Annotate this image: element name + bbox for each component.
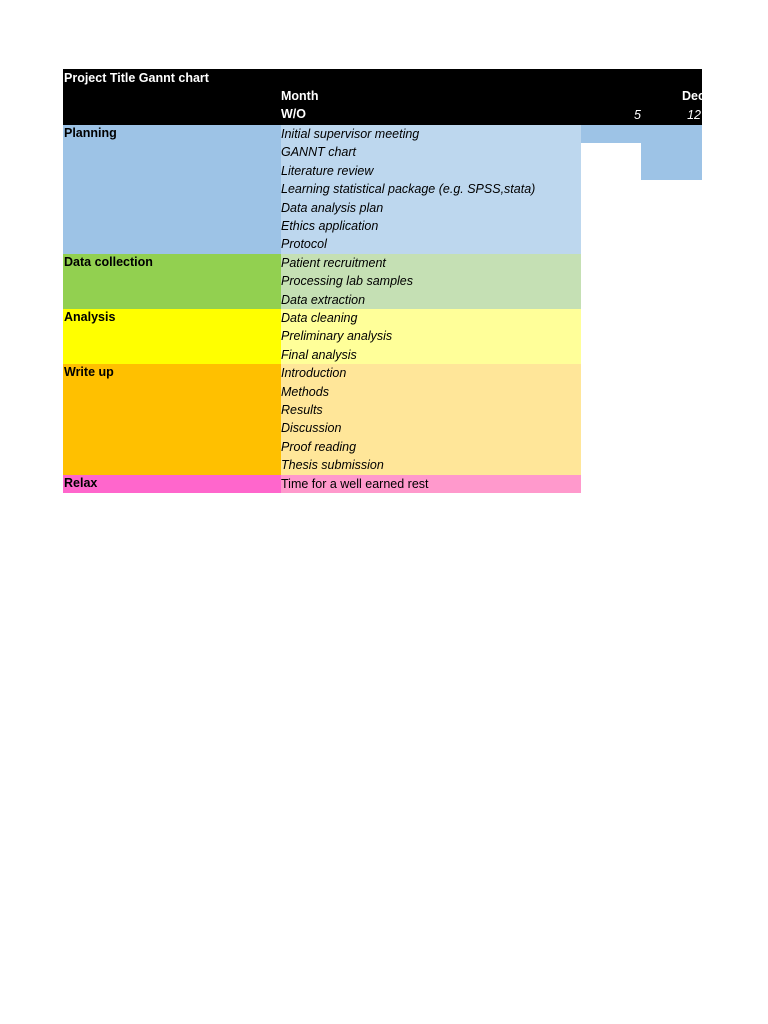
task-row: Methods [281,383,581,401]
group-label: Write up [63,364,281,474]
group-label: Relax [63,475,281,493]
task-row: GANNT chart [281,143,581,161]
task-row: Introduction [281,364,581,382]
chart-title: Project Title Gannt chart [64,71,209,85]
task-row: Discussion [281,419,581,437]
task-row: Protocol [281,235,581,253]
group-label: Planning [63,125,281,254]
task-row: Data analysis plan [281,199,581,217]
task-row: Learning statistical package (e.g. SPSS,stata) [281,180,581,198]
group-label: Analysis [63,309,281,364]
group-label: Data collection [63,254,281,309]
task-row: Proof reading [281,438,581,456]
task-row: Initial supervisor meeting [281,125,581,143]
task-row: Time for a well earned rest [281,475,581,493]
task-row: Processing lab samples [281,272,581,290]
gantt-bar [581,125,702,143]
task-row: Preliminary analysis [281,327,581,345]
month-value: Dec [682,89,705,103]
week-label: 12 [687,108,701,122]
gantt-bar [641,143,702,180]
task-row: Patient recruitment [281,254,581,272]
week-label: 5 [634,108,641,122]
task-row: Data cleaning [281,309,581,327]
task-row: Literature review [281,162,581,180]
month-label: Month [281,89,319,103]
task-row: Thesis submission [281,456,581,474]
task-row: Final analysis [281,346,581,364]
task-row: Results [281,401,581,419]
task-row: Data extraction [281,291,581,309]
task-row: Ethics application [281,217,581,235]
gantt-body [63,125,702,495]
gantt-header [63,69,705,125]
gantt-sheet [63,69,705,495]
wo-label: W/O [281,107,306,121]
